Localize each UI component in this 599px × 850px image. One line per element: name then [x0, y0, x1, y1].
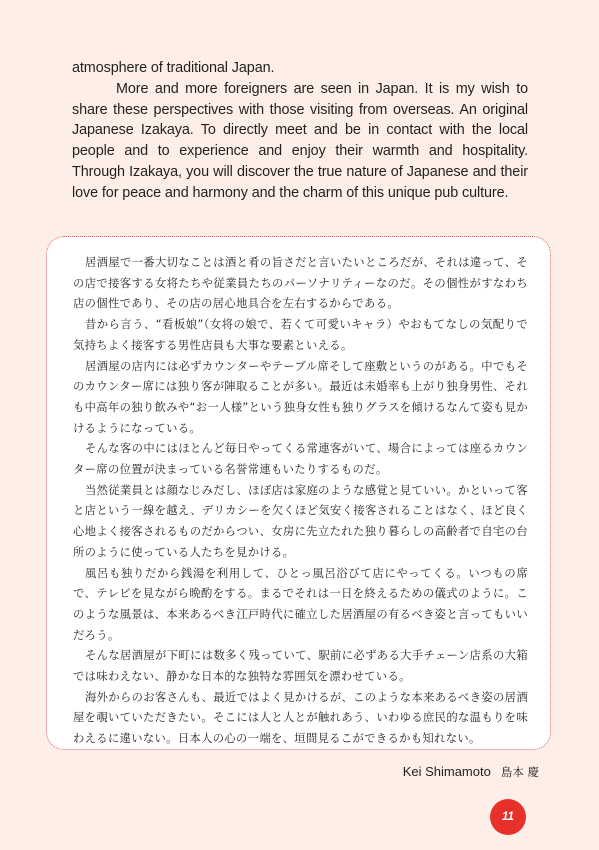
japanese-paragraph: そんな居酒屋が下町には数多く残っていて、駅前に必ずある大手チェーン店系の大箱では味わえない、静かな日本的な独特な雰囲気を漂わせている。 [73, 649, 528, 684]
english-line-continued: atmosphere of traditional Japan. [72, 60, 275, 76]
japanese-paragraph: 昔から言う、“看板娘”（女将の娘で、若くて可愛いキャラ）やおもてなしの気配りで気持ちよく接客する男性店員も大事な要素といえる。 [73, 318, 528, 352]
japanese-paragraph: そんな客の中にはほとんど毎日やってくる常連客がいて、場合によっては座るカウンター席の位置が決まっている名誉常連もいたりするものだ。 [73, 442, 528, 477]
english-paragraph: More and more foreigners are seen in Japan. It is my wish to share these perspectives with those visiting from overseas. An original Japanese Izakaya. To directly meet and be in contact with the local people and to experience and enjoy their warmth and hospitality. Through Izakaya, you will discover the true nature of Japanese and their love for peace and harmony and the charm of this unique pub culture. [72, 80, 528, 201]
japanese-paragraph: 海外からのお客さんも、最近ではよく見かけるが、このような本来あるべき姿の居酒屋を覗いていただきたい。そこには人と人とが触れあう、いわゆる庶民的な温もりを味わえるに違いない。日本人の心の一端を、垣間見るこができるかも知れない。 [73, 690, 528, 746]
japanese-essay-box [46, 236, 551, 750]
author-name-japanese: 島本 慶 [500, 765, 539, 779]
page-number-badge: 11 [490, 799, 526, 835]
author-name-english: Kei Shimamoto [402, 764, 491, 779]
japanese-paragraph: 当然従業員とは顔なじみだし、ほぼ店は家庭のような感覚と見ていい。かといって客と店という一線を越え、デリカシーを欠くほど気安く接客されることはなく、ほど良く心地よく接客されるものだからつい、女房に先立たれた独り暮らしの高齢者で自宅の台所のように使っている人たちを見かける。 [73, 483, 528, 559]
author-signature [403, 764, 539, 780]
english-text-block [72, 58, 528, 204]
japanese-paragraph: 居酒屋の店内には必ずカウンターやテーブル席そして座敷というのがある。中でもそのカウンター席には独り客が陣取ることが多い。最近は未婚率も上がり独身男性、それも中高年の独り飲みや“お一人様”という独身女性も独りグラスを傾けるなんて姿も見かけるようになっている。 [73, 359, 528, 435]
japanese-paragraph: 居酒屋で一番大切なことは酒と肴の旨さだと言いたいところだが、それは違って、その店で接客する女将たちや従業員たちのパーソナリティーなのだ。その個性がすなわち店の個性であり、その店の居心地具合を左右するからである。 [73, 256, 528, 311]
japanese-paragraph: 風呂も独りだから銭湯を利用して、ひとっ風呂浴びて店にやってくる。いつもの席で、テレビを見ながら晩酌をする。まるでそれは一日を終えるための儀式のように。このような風景は、本来あるべき江戸時代に確立した居酒屋の有るべき姿と言ってもいいだろう。 [73, 566, 528, 642]
